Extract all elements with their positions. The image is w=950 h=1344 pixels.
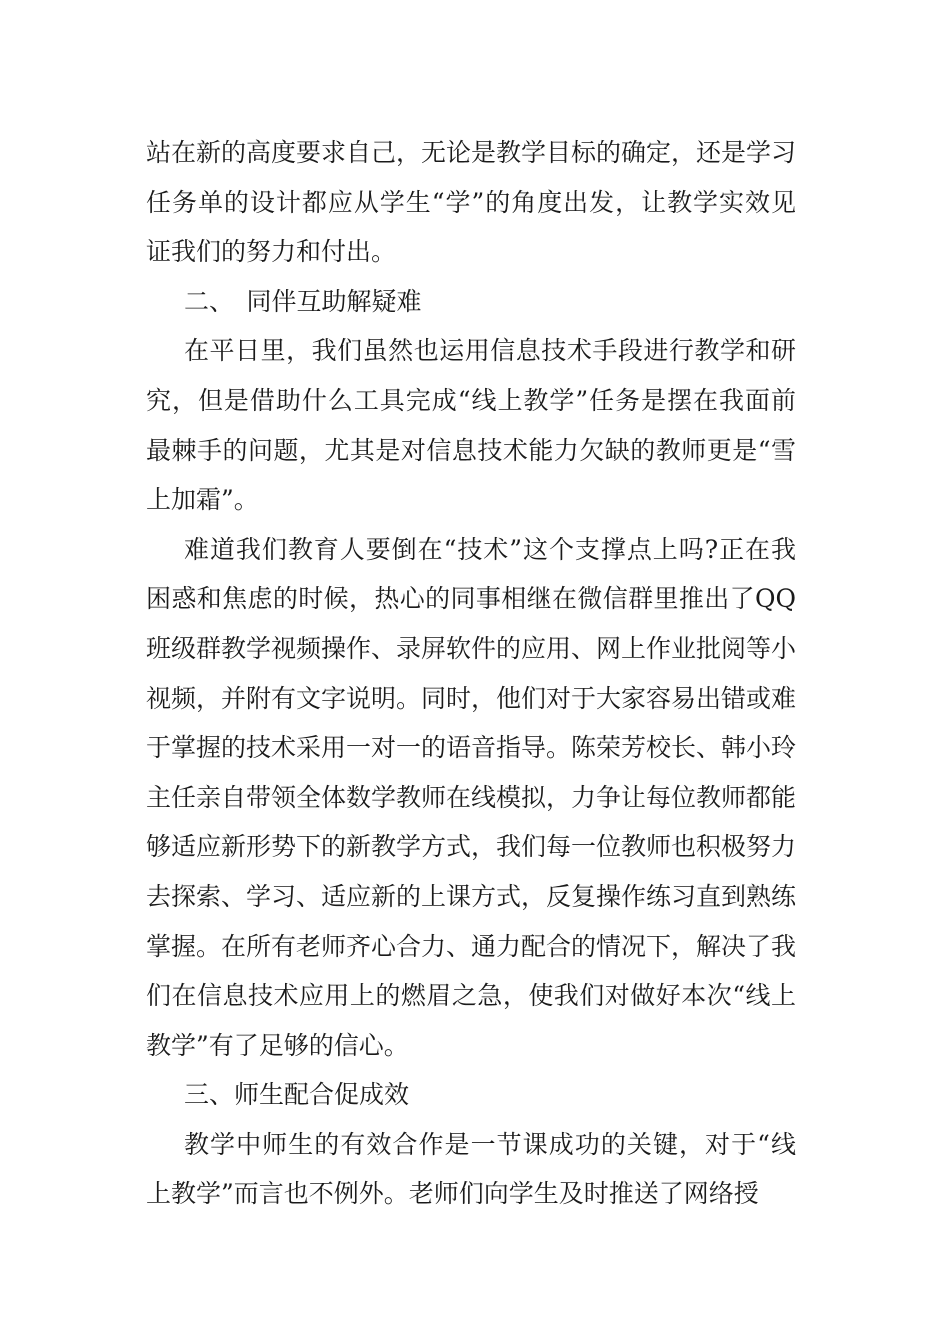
body-paragraph-3: 难道我们教育人要倒在“技术”这个支撑点上吗?正在我困惑和焦虑的时候，热心的同事相继在微信群里推出了QQ班级群教学视频操作、录屏软件的应用、网上作业批阅等小视频，并附有文字说明。同时，他们对于大家容易出错或难于掌握的技术采用一对一的语音指导。陈荣芳校长、韩小玲主任亲自带领全体数学教师在线模拟，力争让每位教师都能够适应新形势下的新教学方式，我们每一位教师也积极努力去探索、学习、适应新的上课方式，反复操作练习直到熟练掌握。在所有老师齐心合力、通力配合的情况下，解决了我们在信息技术应用上的燃眉之急，使我们对做好本次“线上教学”有了足够的信心。 bbox=[146, 534, 797, 1060]
body-paragraph-4: 教学中师生的有效合作是一节课成功的关键，对于“线上教学”而言也不例外。老师们向学生及时推送了网络授 bbox=[146, 1129, 796, 1209]
body-paragraph-2: 在平日里，我们虽然也运用信息技术手段进行教学和研究，但是借助什么工具完成“线上教学”任务是摆在我面前最棘手的问题，尤其是对信息技术能力欠缺的教师更是“雪上加霜”。 bbox=[146, 336, 796, 515]
section-heading-2: 二、 同伴互助解疑难 bbox=[184, 286, 422, 316]
body-paragraph-1: 站在新的高度要求自己，无论是教学目标的确定，还是学习任务单的设计都应从学生“学”的角度出发，让教学实效见证我们的努力和付出。 bbox=[146, 138, 797, 267]
document-body bbox=[146, 128, 796, 1219]
section-heading-3: 三、师生配合促成效 bbox=[184, 1080, 410, 1110]
